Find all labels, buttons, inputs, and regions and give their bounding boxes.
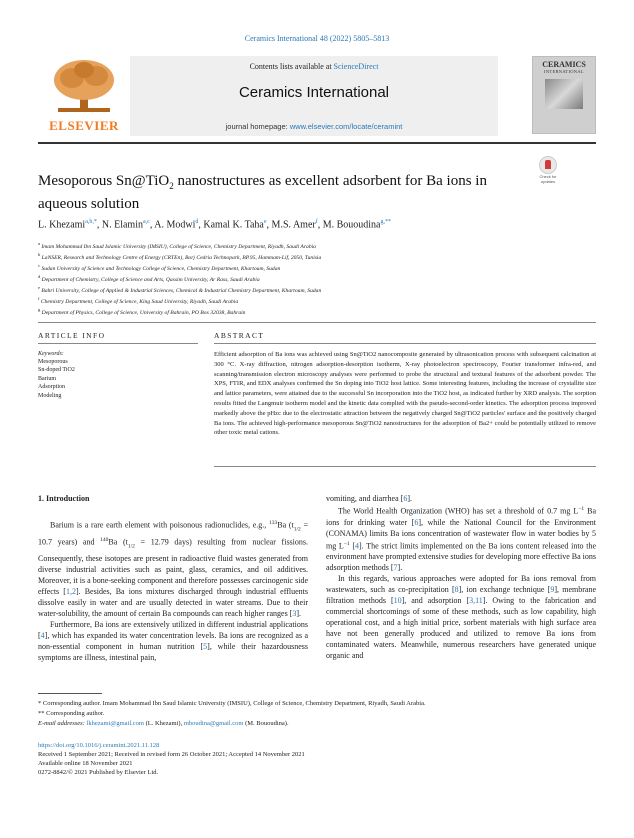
title-part2: nanostructures as excellent adsorbent for Ba ions in aqueous solution [38,173,487,212]
copyright-line: 0272-8842/© 2021 Published by Elsevier Ltd. [38,769,159,776]
header-center [130,56,498,136]
keyword-item: Sn-doped TiO2 [38,367,75,374]
article-info-divider [38,322,596,323]
footnote-corresponding-1: * Corresponding author. Imam Mohammad Ibn Saud Islamic University (IMSIU), College of Science, Chemistry Department, Riyadh, Saudi Arabia. [38,700,426,707]
check-updates-label [535,175,561,184]
check-for-updates-button[interactable] [535,156,561,186]
footnote-emails [38,719,598,729]
email-link-khezami[interactable]: lkhezami@gmail.com [86,719,144,727]
keyword-item: Adsorption [38,384,65,391]
elsevier-logo [38,56,130,136]
affiliation-text: LaNSER, Research and Technology Centre of Energy (CRTEn), Borj Cedria Technopark, BP.95, Hammam-Lif, 2050, Tunisia [41,254,322,261]
citation-link[interactable]: 7 [393,563,398,573]
affiliation-item [38,240,598,251]
section-heading-introduction: 1. Introduction [38,494,90,503]
keyword-item: Mesoporous [38,359,68,365]
homepage-line [130,122,498,131]
abstract-text: Efficient adsorption of Ba ions was achieved using Sn@TiO2 nanocomposite generated by ultrasonication process with subsequent calcination at 300 °C. X-ray diffraction, nitrogen adsorption-desorption isotherm, X-ray photoelectron spectroscopy, Fourier transformer infra-red, and scanning/transmission electron microscopy analyses were performed to probe the structural and textural features of the adsorbent powder. The XPS, FTIR, and EDX analyses confirmed the Sn doping into TiO2 host lattice. Some interesting features, including the increase of crystallite size and lattice parameters, were attained due to the successful Sn incorporation into the TiO2 host, as indicated further by XRD analysis. The sorption results fitted the Langmuir isotherm model and the kinetic data complied with the pseudo-second-order kinetics. The adsorption process improved markedly above the pHzc due to the electrostatic attraction between the negatively charged Sn@TiO2 particles' surface and the positively charged Ba ions. The achieved high-performance mesoporous Sn@TiO2 nanostructures for the adsorption of Ba2+ could be potentially utilized to remove other toxic metal cations. [214,351,596,437]
title-part1: Mesoporous Sn@TiO [38,173,170,189]
body-column-left [38,493,308,663]
email-link-bououdina[interactable]: mboudina@gmail.com [183,719,244,727]
intro-paragraph-2-cont: vomiting, and diarrhea [6]. [326,494,412,503]
header-divider [38,142,596,144]
journal-reference[interactable]: Ceramics International 48 (2022) 5805–5813 [244,34,390,43]
cover-image [545,79,583,109]
footnote-corresponding-2: ** Corresponding author. [38,709,105,717]
affiliation-text: Department of Physics, College of Science, University of Bahrain, PO Box 32038, Bahrain [41,310,246,317]
received-dates: Received 1 September 2021; Received in revised form 26 October 2021; Accepted 14 November 2021 [38,751,305,758]
body-column-right [326,493,596,661]
article-title [38,172,518,213]
affiliation-item [38,284,598,295]
available-online: Available online 18 November 2021 [38,760,133,767]
affiliation-text: Bahri University, College of Applied & Industrial Sciences, Chemical & Industrial Chemistry Department, Khartoum, Sudan [41,288,322,295]
article-info-rule [38,343,198,344]
affiliation-key: g [38,307,41,313]
journal-header [38,56,596,136]
author-name[interactable]: L. Khezami [38,219,86,231]
affiliation-item [38,273,598,284]
affiliation-key: f [38,296,40,302]
doi-block [38,741,598,777]
affiliation-text: Chemistry Department, College of Science, King Saud University, Riyadh, Saudi Arabia [40,299,239,306]
affiliation-text: Imam Mohammad Ibn Saud Islamic University (IMSIU), College of Science, Chemistry Department, Riyadh, Saudi Arabia [41,243,316,250]
author-affiliation-marker[interactable]: d [195,219,199,225]
author-separator: , [198,219,204,231]
author-name[interactable]: Kamal K. Taha [203,219,264,231]
contents-prefix: Contents lists available at [249,62,334,71]
keyword-list [38,358,198,400]
author-affiliation-marker[interactable]: g,** [380,219,391,225]
contents-line [130,62,498,71]
citation-link[interactable]: 6 [403,494,408,503]
check-updates-line2: updates [540,178,556,184]
abstract-rule [214,343,596,344]
author-affiliation-marker[interactable]: a,b,* [85,219,97,225]
sciencedirect-link[interactable]: ScienceDirect [333,62,379,71]
affiliation-item [38,262,598,273]
intro-paragraph-4: In this regards, various approaches were adopted for Ba ions removal from wastewaters, such as co-precipitation [8], ion exchange technique [9], membrane filtration methods [10], and adsorption [3,11]. Owing to the fabrication and commercial shortcomings of some of these methods, such as low capability, high operational cost, and a high initial price, sorbent materials with high surface area have not been generally produced and utilized to remove Ba ions from contaminated waters. Meanwhile, numerous researchers have generated unique organic and [326,574,597,661]
email1-owner: (L. Khezami), [143,719,184,727]
citation-link[interactable]: 10 [393,596,402,606]
doi-link[interactable]: https://doi.org/10.1016/j.ceramint.2021.11.128 [38,742,160,749]
title-subscript: 2 [169,181,174,191]
citation-link[interactable]: 3 [292,608,297,618]
citation-link[interactable]: 4 [355,541,359,551]
intro-paragraph-3: The World Health Organization (WHO) has set a threshold of 0.7 mg $L^{-1}$ Ba ions for drinking water [6], while the National Council for the Environment (CONAMA) limits Ba ions concentration of wastewater flow in water bodies by 5 mg $L^{-1}$ [4]. The strict limits implemented on the Ba ions content released into the environment have prompted extensive studies for developing more effective Ba ions adsorption methods [7]. [326,506,596,573]
bookmark-icon [539,156,557,174]
email-label: E-mail addresses: [38,719,87,727]
footnotes [38,699,598,728]
affiliation-item [38,306,598,317]
intro-paragraph-2: Furthermore, Ba ions are extensively utilized in different industrial applications [4], which has expanded its water concentration levels. Ba ions are recognized as a non-essential component in human nutrition [5], while their hazardousness symptoms are illness, intestinal pain, [38,619,308,662]
journal-title: Ceramics International [238,84,390,101]
author-affiliation-marker[interactable]: f [315,219,318,225]
keywords-block [38,350,198,400]
author-list [38,219,598,230]
affiliation-text: Department of Chemistry, College of Science and Arts, Qassim University, Ar Rass, Saudi Arabia [41,277,260,284]
citation-link[interactable]: 3,11 [469,596,483,606]
citation-link[interactable]: 5 [203,641,208,651]
abstract-bottom-rule [214,466,596,467]
author-separator: , [317,219,323,231]
author-separator: , [96,219,102,231]
keyword-item: Modeling [38,392,62,399]
author-name[interactable]: A. Modwi [154,219,196,231]
homepage-prefix: journal homepage: [225,122,290,131]
article-info-heading: ARTICLE INFO [38,331,106,340]
citation-link[interactable]: 9 [550,585,555,595]
author-name[interactable]: N. Elamin [101,219,143,231]
affiliation-list [38,240,598,317]
publisher-wordmark: ELSEVIER [49,118,119,133]
affiliation-key: e [38,285,40,291]
citation-link[interactable]: 6 [414,517,419,527]
abstract-heading: ABSTRACT [214,331,265,340]
citation-link[interactable]: 8 [454,585,459,595]
affiliation-item [38,295,598,306]
affiliation-key: c [38,263,40,269]
citation-link[interactable]: 4 [40,630,45,640]
email2-owner: (M. Bououdina). [243,719,289,727]
affiliation-key: d [38,274,41,280]
keywords-label: Keywords: [38,351,64,357]
footnote-divider [38,693,102,694]
keyword-item: Barium [38,375,56,382]
affiliation-key: b [38,252,41,258]
intro-paragraph-1: Barium is a rare earth element with poisonous radionuclides, e.g., $^{133}$Ba ($t_{1/2} = 10.7$ years) and $^{140}$Ba ($t_{1/2} = 12.79$ days) resulting from nuclear fissions. Consequently, these isotopes are present in radioactive fluid wastes generated from diverse industrial activities such as paint, glass, ceramics, and oil additives. Moreover, it is a bone-seeking component and therefore possesses carcinogenic side effects [1,2]. Besides, Ba ions mixtures discharged through industrial effluents dissolve easily in water and are usually detected in water streams. Due to their water-solubility, the amount of certain Ba compounds can reach higher ranges [3]. [38,520,309,618]
author-name[interactable]: M. Bououdina [322,219,381,231]
homepage-link[interactable]: www.elsevier.com/locate/ceramint [289,122,403,131]
journal-cover[interactable] [532,56,596,134]
affiliation-text: Sudan University of Science and Technology College of Science, Chemistry Department, Khartoum, Sudan [41,265,281,272]
affiliation-key: a [38,241,40,246]
author-separator: , [266,219,272,231]
check-updates-line1: Check for [539,174,557,179]
cover-title: CERAMICS [542,60,586,69]
author-affiliation-marker[interactable]: e [263,219,267,225]
author-name[interactable]: M.S. Amer [271,219,316,231]
cover-subtitle: INTERNATIONAL [544,69,584,74]
elsevier-tree-icon [50,58,118,114]
citation-link[interactable]: 1,2 [65,586,76,596]
affiliation-item [38,251,598,262]
author-separator: , [149,219,155,231]
author-affiliation-marker[interactable]: a,c [142,219,150,225]
